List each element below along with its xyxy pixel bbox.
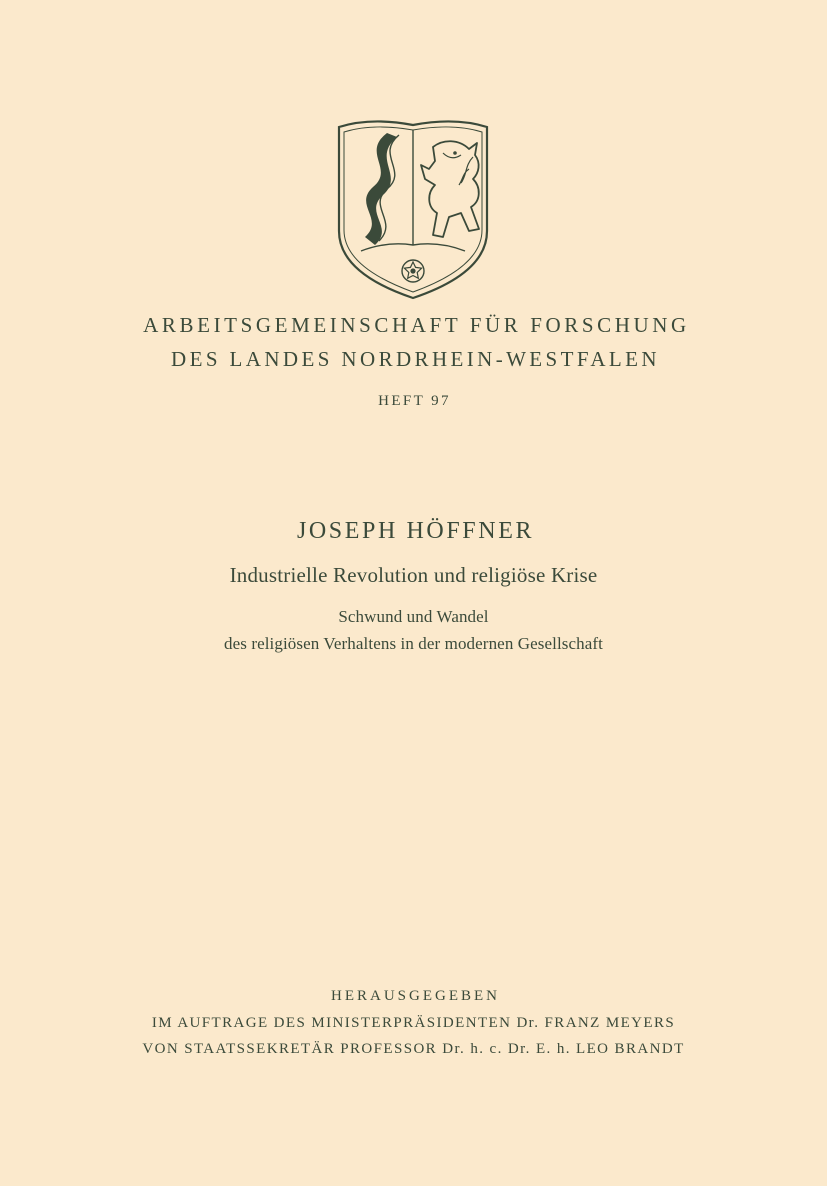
author-name: JOSEPH HÖFFNER [296,518,535,544]
issue-number: HEFT 97 [378,393,451,409]
publisher-line-1: HERAUSGEGEBEN [331,988,500,1004]
publisher-line-2: IM AUFTRAGE DES MINISTERPRÄSIDENTEN Dr. FRANZ MEYERS [151,1015,676,1031]
series-name-line-2: DES LANDES NORDRHEIN-WESTFALEN [171,347,660,371]
publisher-line-3: VON STAATSSEKRETÄR PROFESSOR Dr. h. c. Dr. E. h. LEO BRANDT [142,1041,685,1057]
book-subtitle-line-1: Schwund und Wandel [338,607,489,626]
book-title: Industrielle Revolution und religiöse Krise [229,563,598,587]
series-name-line-1: ARBEITSGEMEINSCHAFT FÜR FORSCHUNG [143,313,690,337]
book-subtitle-line-2: des religiösen Verhaltens in der modernen Gesellschaft [224,634,603,653]
coat-of-arms-icon [331,113,495,301]
